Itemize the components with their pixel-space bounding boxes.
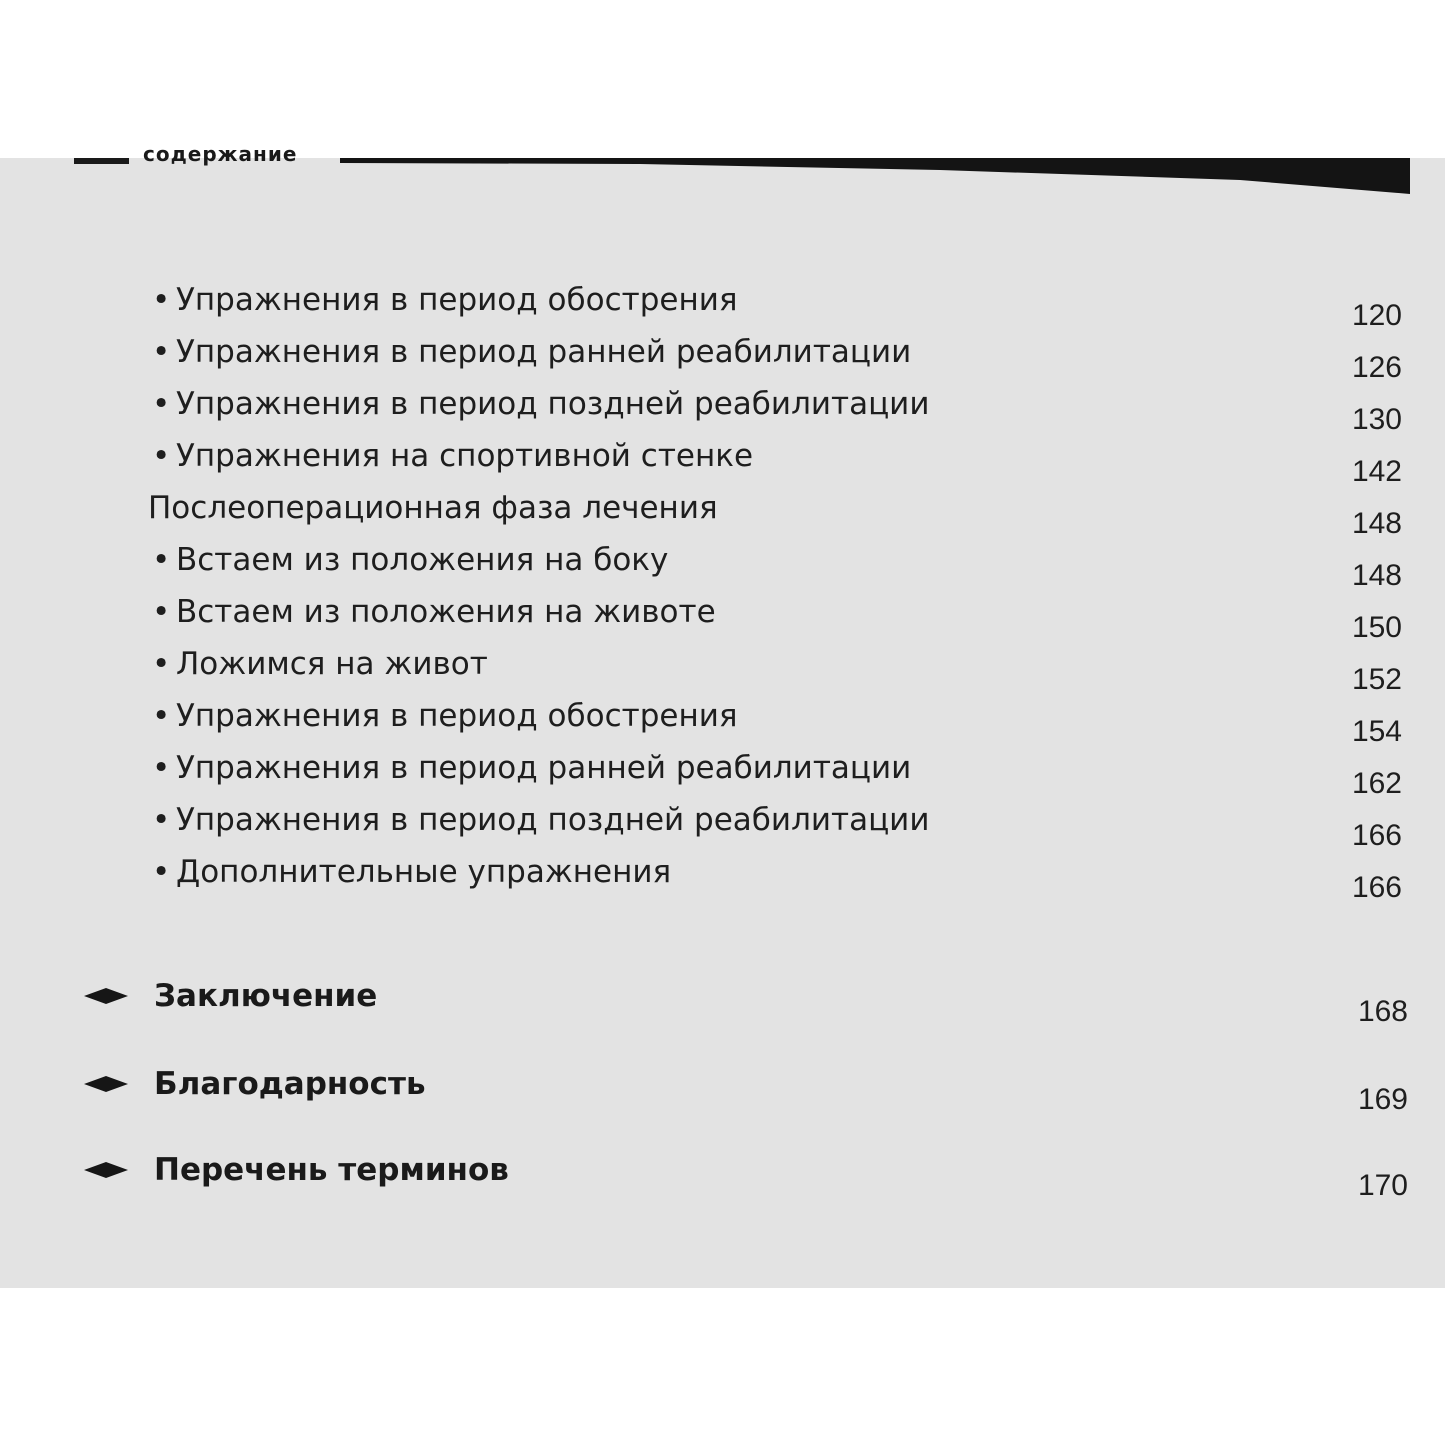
bullet-icon: • bbox=[152, 854, 171, 890]
entry-text: Упражнения на спортивной стенке bbox=[176, 438, 754, 474]
toc-entry-title bbox=[148, 540, 668, 580]
page-number: 148 bbox=[1351, 507, 1402, 540]
toc-entry[interactable] bbox=[148, 644, 1410, 694]
entry-text: Упражнения в период обострения bbox=[176, 282, 738, 318]
entry-text: Упражнения в период обострения bbox=[176, 698, 738, 734]
toc-entry[interactable] bbox=[148, 384, 1410, 434]
toc-entry[interactable] bbox=[148, 696, 1410, 746]
toc-entry-title bbox=[148, 436, 753, 476]
toc-entry-title bbox=[148, 696, 738, 736]
page-number: 150 bbox=[1351, 611, 1402, 644]
entry-text: Упражнения в период поздней реабилитации bbox=[176, 802, 930, 838]
toc-entry[interactable] bbox=[148, 592, 1410, 642]
entry-text: Встаем из положения на боку bbox=[176, 542, 669, 578]
toc-entry-title bbox=[148, 384, 929, 424]
toc-entry-title bbox=[148, 852, 671, 892]
bullet-icon: • bbox=[152, 386, 171, 422]
diamond-bullet-icon bbox=[84, 988, 128, 1004]
header-label: содержание bbox=[143, 142, 298, 166]
entry-text: Встаем из положения на животе bbox=[176, 594, 716, 630]
page-number: 168 bbox=[1357, 995, 1408, 1028]
page-number: 154 bbox=[1351, 715, 1402, 748]
toc-section[interactable] bbox=[84, 1150, 1410, 1210]
toc-entry-title bbox=[148, 280, 738, 320]
page-number: 162 bbox=[1351, 767, 1402, 800]
bullet-icon: • bbox=[152, 802, 171, 838]
book-page bbox=[0, 142, 1445, 1288]
page-number: 120 bbox=[1351, 299, 1402, 332]
bullet-icon: • bbox=[152, 438, 171, 474]
toc-entry-title bbox=[148, 592, 716, 632]
toc-entry-title bbox=[148, 800, 929, 840]
toc-entry[interactable] bbox=[148, 488, 1410, 538]
bullet-icon: • bbox=[152, 282, 171, 318]
toc-entry[interactable] bbox=[148, 540, 1410, 590]
bullet-icon: • bbox=[152, 542, 171, 578]
header-rule bbox=[340, 158, 1410, 194]
page-number: 130 bbox=[1351, 403, 1402, 436]
toc-section[interactable] bbox=[84, 976, 1410, 1036]
toc-entry[interactable] bbox=[148, 332, 1410, 382]
toc-entry-title bbox=[148, 748, 911, 788]
toc-section[interactable] bbox=[84, 1064, 1410, 1124]
page-number: 166 bbox=[1351, 819, 1402, 852]
toc-entry-title bbox=[148, 332, 911, 372]
bullet-icon: • bbox=[152, 334, 171, 370]
toc-entry-title bbox=[148, 644, 488, 684]
entry-text: Послеоперационная фаза лечения bbox=[148, 490, 718, 526]
diamond-bullet-icon bbox=[84, 1076, 128, 1092]
page-number: 152 bbox=[1351, 663, 1402, 696]
toc-entry[interactable] bbox=[148, 852, 1410, 902]
section-title: Перечень терминов bbox=[154, 1152, 509, 1188]
section-title: Благодарность bbox=[154, 1066, 426, 1102]
toc-entry[interactable] bbox=[148, 436, 1410, 486]
entry-text: Дополнительные упражнения bbox=[176, 854, 672, 890]
page-number: 166 bbox=[1351, 871, 1402, 904]
bullet-icon: • bbox=[152, 646, 171, 682]
entry-text: Ложимся на живот bbox=[176, 646, 488, 682]
toc-entry[interactable] bbox=[148, 748, 1410, 798]
page-number: 169 bbox=[1357, 1083, 1408, 1116]
bullet-icon: • bbox=[152, 750, 171, 786]
bullet-icon: • bbox=[152, 698, 171, 734]
section-title: Заключение bbox=[154, 978, 378, 1014]
page-number: 142 bbox=[1351, 455, 1402, 488]
header-marker bbox=[74, 158, 129, 164]
page-number: 126 bbox=[1351, 351, 1402, 384]
toc-entry[interactable] bbox=[148, 280, 1410, 330]
entry-text: Упражнения в период ранней реабилитации bbox=[176, 334, 912, 370]
page-number: 170 bbox=[1357, 1169, 1408, 1202]
entry-text: Упражнения в период ранней реабилитации bbox=[176, 750, 912, 786]
diamond-bullet-icon bbox=[84, 1162, 128, 1178]
bullet-icon: • bbox=[152, 594, 171, 630]
toc-entry[interactable] bbox=[148, 800, 1410, 850]
toc-entry-title bbox=[148, 488, 718, 528]
entry-text: Упражнения в период поздней реабилитации bbox=[176, 386, 930, 422]
page-number: 148 bbox=[1351, 559, 1402, 592]
